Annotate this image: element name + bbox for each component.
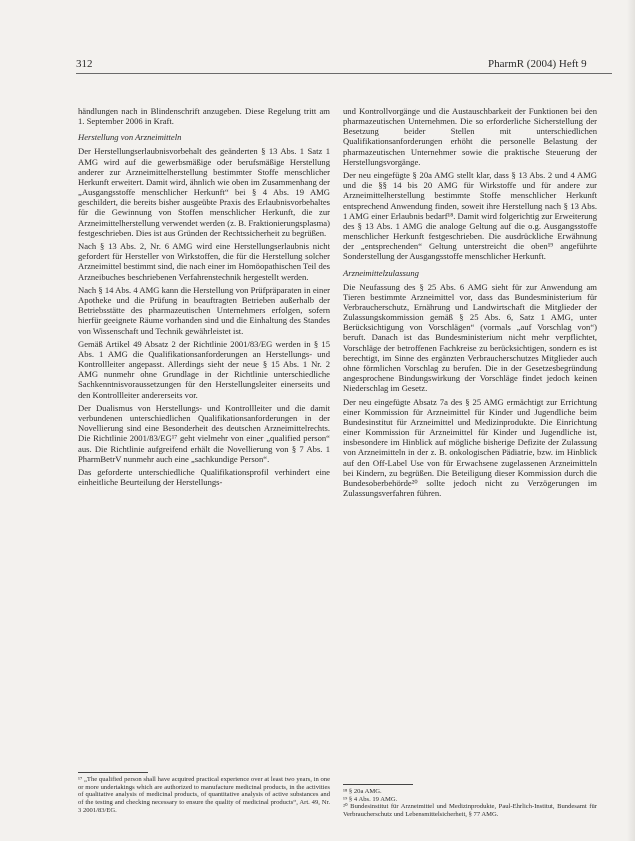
paragraph: Der neu eingefügte § 20a AMG stellt klar, dass § 13 Abs. 2 und 4 AMG und die §§ 14 bis 20 AMG für Wirkstoffe und für andere zur Arzneimittelherstellung bestimmte Stoffe menschlicher Herkunft entsprechend Anwendung finden, soweit ihre Herstellung nach § 13 Abs. 1 AMG einer Erlaubnis bedarf¹⁸. Damit wird folgerichtig zur Erweiterung des § 13 Abs. 1 AMG die analoge Geltung auf die o.g. Ausgangsstoffe menschlicher Herkunft festgeschrieben. Die ausdrückliche Erwähnung der „entsprechenden“ Geltung unterstreicht die oben¹⁹ angeführte Sonderstellung der Ausgangsstoffe menschlicher Herkunft. [343, 170, 597, 262]
footnote-rule [343, 784, 413, 785]
footnotes-left [78, 776, 330, 815]
paragraph: Der Herstellungserlaubnisvorbehalt des geänderten § 13 Abs. 1 Satz 1 AMG wird auf die gewerbsmäßige oder berufsmäßige Herstellung anderer zur Arzneimittelherstellung bestimmter Stoffe menschlicher Herkunft erweitert. Damit wird, ähnlich wie oben im Zusammenhang der „Ausgangsstoffe menschlicher Herkunft“ bei § 4 Abs. 19 AMG geschildert, die bereits bisher ausgeübte Praxis des Erlaubnisvorbehaltes für die Gewinnung von Stoffen menschlicher Herkunft, die zur Arzneimittelherstellung verwendet werden (z. B. Fraktionierungsplasma) festgeschrieben. Dies ist aus Gründen der Rechtssicherheit zu begrüßen. [78, 146, 330, 238]
paragraph: Nach § 13 Abs. 2, Nr. 6 AMG wird eine Herstellungserlaubnis nicht gefordert für Hersteller von Wirkstoffen, die für die Herstellung solcher Arzneimittel bestimmt sind, die nach einer im Homöopathischen Teil des Arzneibuches beschriebenen Verfahrenstechnik hergestellt werden. [78, 241, 330, 282]
paragraph: händlungen nach in Blindenschrift anzugeben. Diese Regelung tritt am 1. September 2006 in Kraft. [78, 106, 330, 127]
paragraph: Die Neufassung des § 25 Abs. 6 AMG sieht für zur Anwendung am Tieren bestimmte Arzneimittel vor, dass das Bundesministerium für Verbraucherschutz, Ernährung und Landwirtschaft die Mitglieder der Zulassungskommission gemäß § 25 Abs. 6, Satz 1 AMG, unter Berücksichtigung von Vorschlägen“ (vormals „auf Vorschlag von“) beruft. Danach ist das Bundesministerium nicht mehr verpflichtet, Vorschläge der betroffenen Fachkreise zu berücksichtigen, sondern es ist berechtigt, im Sinne des ergänzten Verbraucherschutzes Mitglieder auch ohne förmlichen Vorschlag zu berufen. Die in der Gesetzesbegründung angesprochene Bindungswirkung der Vorschläge findet jedoch keinen Niederschlag im Gesetz. [343, 281, 597, 394]
paragraph: und Kontrollvorgänge und die Austauschbarkeit der Funktionen bei den pharmazeutischen Unternehmen. Die so erforderliche Sicherstellung der Besetzung beider Stellen mit unterschiedlichen Qualifikationsanforderungen erhöht die personelle Belastung der pharmazeutischen Unternehmer sowie die praktische Steuerung der Herstellungsvorgänge. [343, 106, 597, 167]
paragraph: Der Dualismus von Herstellungs- und Kontrollleiter und die damit verbundenen unterschiedlichen Qualifikationsanforderungen in der Novellierung sind eine Besonderheit des deutschen Arzneimittelrechts. Die Richtlinie 2001/83/EG¹⁷ geht vielmehr von einer „qualified person“ aus. Die Richtlinie aufgreifend erhält die Novellierung von § 7 Abs. 1 PharmBetrV nunmehr auch eine „sachkundige Person“. [78, 402, 330, 464]
right-column [343, 106, 597, 501]
paragraph: Gemäß Artikel 49 Absatz 2 der Richtlinie 2001/83/EG werden in § 15 Abs. 1 AMG die Qualifikationsanforderungen an Herstellungs- und Kontrollleiter angepasst. Allerdings sieht der neue § 15 Abs. 1 Nr. 2 AMG nunmehr ohne Grundlage in der Richtlinie unterschiedliche Sachkenntnisvoraussetzungen für den Herstellungsleiter einerseits und den Kontrollleiter andererseits vor. [78, 338, 330, 400]
scan-edge-shadow [627, 0, 635, 841]
footnote: ¹⁷ „The qualified person shall have acquired practical experience over at least two years, in one or more undertakings which are authorized to manufacture medicinal products, in the activities of qualitative analysis of medicinal products, of quantitative analysis of active substances and of the testing and checking necessary to ensure the quality of medicinal products“, Art. 49, Nr. 3 2001/83/EG. [78, 776, 330, 814]
footnote-rule [78, 772, 148, 773]
page-number: 312 [76, 58, 93, 70]
paragraph: Nach § 14 Abs. 4 AMG kann die Herstellung von Prüfpräparaten in einer Apotheke und die Prüfung in beauftragten Betrieben außerhalb der Betriebsstätte des pharmazeutischen Unternehmers erfolgen, sofern hierfür geeignete Räume vorhanden sind und die Einhaltung des Standes von Wissenschaft und Technik gewährleistet ist. [78, 284, 330, 336]
paragraph: Das geforderte unterschiedliche Qualifikationsprofil verhindert eine einheitliche Beurteilung der Herstellungs- [78, 467, 330, 488]
paragraph: Der neu eingefügte Absatz 7a des § 25 AMG ermächtigt zur Errichtung einer Kommission für Arzneimittel für Kinder und Jugendliche beim Bundesinstitut für Arzneimittel und Medizinprodukte. Die Einrichtung einer Kommission für Arzneimittel für Kinder und Jugendliche ist, insbesondere im Hinblick auf mögliche bisherige Defizite der Zulassung von Arzneimitteln in der z. B. onkologischen Pädiatrie, bzw. im Hinblick auf den Off-Label Use von für Erwachsene zugelassenen Arzneimitteln bei Kindern, zu begrüßen. Die Beteiligung dieser Kommission durch die Bundesoberbehörde²⁰ sollte jedoch nicht zu Verzögerungen im Zulassungsverfahren führen. [343, 396, 597, 498]
footnote: ²⁰ Bundesinstitut für Arzneimittel und Medizinprodukte, Paul-Ehrlich-Institut, Bundesamt für Verbraucherschutz und Lebensmittelsicherheit, § 77 AMG. [343, 803, 597, 819]
running-header: PharmR (2004) Heft 9 [488, 58, 587, 70]
footnote: ¹⁸ § 20a AMG. [343, 788, 382, 795]
section-heading: Herstellung von Arzneimitteln [78, 132, 182, 143]
footnotes-right [343, 788, 597, 819]
left-column [78, 106, 330, 491]
header-rule [76, 73, 612, 74]
footnote: ¹⁹ § 4 Abs. 19 AMG. [343, 795, 398, 803]
section-heading: Arzneimittelzulassung [343, 267, 419, 278]
